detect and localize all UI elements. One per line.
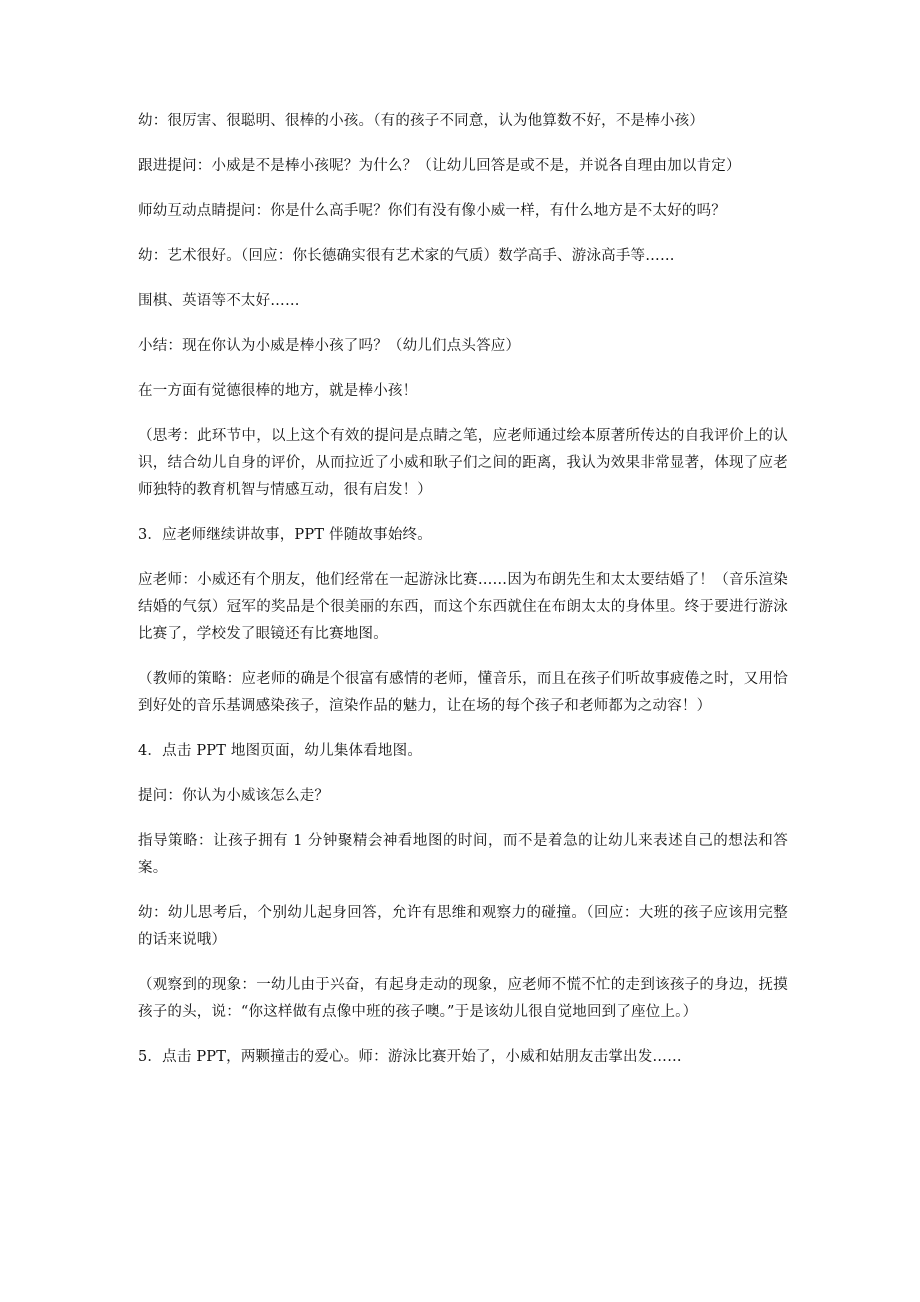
- paragraph-teacher-strategy: （教师的策略：应老师的确是个很富有感情的老师，懂音乐，而且在孩子们听故事疲倦之时，又用恰到好处的音乐基调感染孩子，渲染作品的魅力，让在场的每个孩子和老师都为之动容！）: [138, 671, 788, 714]
- paragraph-conclusion: 在一方面有觉德很棒的地方，就是棒小孩！: [138, 383, 418, 399]
- paragraph-child-answer-praise: 幼：很厉害、很聪明、很棒的小孩。（有的孩子不同意，认为他算数不好，不是棒小孩）: [138, 113, 705, 129]
- paragraph-step-3: 3．应老师继续讲故事，PPT 伴随故事始终。: [138, 527, 432, 543]
- paragraph-not-good-at: 围棋、英语等不太好……: [138, 293, 300, 309]
- paragraph-child-answer-art: 幼：艺术很好。（回应：你长德确实很有艺术家的气质）数学高手、游泳高手等……: [138, 248, 675, 264]
- paragraph-child-thinking: 幼：幼儿思考后，个别幼儿起身回答，允许有思维和观察力的碰撞。（回应：大班的孩子应该用完整的话来说哦）: [138, 905, 788, 948]
- paragraph-observation: （观察到的现象：一幼儿由于兴奋，有起身走动的现象，应老师不慌不忙的走到该孩子的身边，抚摸孩子的头，说：“你这样做有点像中班的孩子噢。”于是该幼儿很自觉地回到了座位上。）: [138, 977, 788, 1020]
- document-body: [138, 108, 788, 1089]
- paragraph-step-5: 5．点击 PPT，两颗撞击的爱心。师：游泳比赛开始了，小威和姑朋友击掌出发……: [138, 1049, 682, 1065]
- paragraph-guidance-strategy: 指导策略：让孩子拥有 1 分钟聚精会神看地图的时间，而不是着急的让幼儿来表述自己的想法和答案。: [138, 833, 788, 876]
- paragraph-step-4: 4．点击 PPT 地图页面，幼儿集体看地图。: [138, 743, 423, 759]
- paragraph-teacher-story: 应老师：小威还有个朋友，他们经常在一起游泳比赛……因为布朗先生和太太要结婚了！（音乐渲染结婚的气氛）冠军的奖品是个很美丽的东西，而这个东西就住在布朗太太的身体里。终于要进行游泳比赛了，学校发了眼镜还有比赛地图。: [138, 572, 788, 642]
- paragraph-summary: 小结：现在你认为小威是棒小孩了吗？（幼儿们点头答应）: [138, 338, 521, 354]
- paragraph-question-route: 提问：你认为小威该怎么走？: [138, 788, 330, 804]
- paragraph-interaction-question: 师幼互动点睛提问：你是什么高手呢？你们有没有像小威一样，有什么地方是不太好的吗？: [138, 203, 726, 219]
- paragraph-reflection: （思考：此环节中，以上这个有效的提问是点睛之笔，应老师通过绘本原著所传达的自我评价上的认识，结合幼儿自身的评价，从而拉近了小威和耿子们之间的距离，我认为效果非常显著，体现了应老师独特的教育机智与情感互动，很有启发！）: [138, 428, 788, 498]
- paragraph-follow-up-question: 跟进提问：小威是不是棒小孩呢？为什么？（让幼儿回答是或不是，并说各自理由加以肯定）: [138, 158, 741, 174]
